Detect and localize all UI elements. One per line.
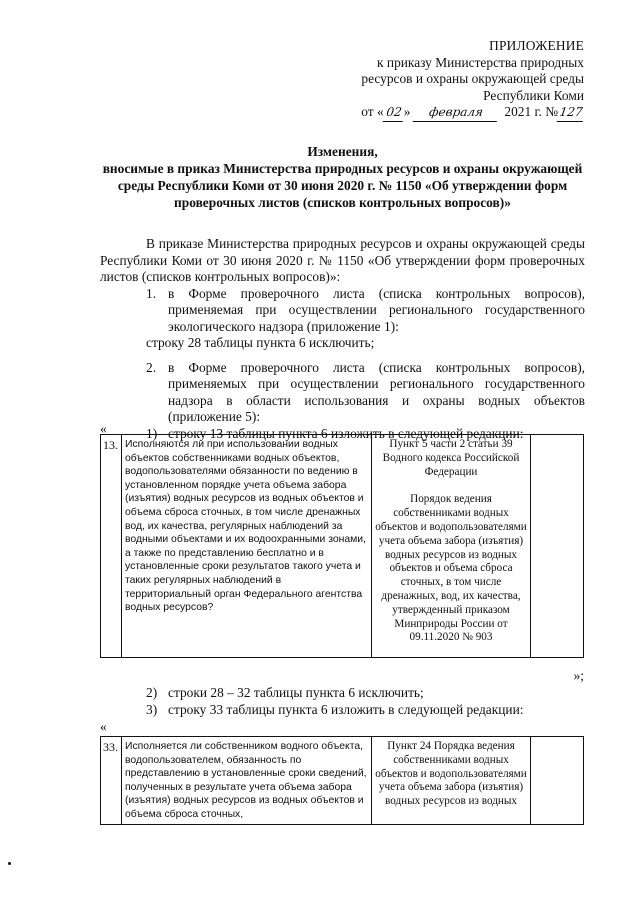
scan-artifact-dot xyxy=(8,862,11,865)
reference-text-1: Пункт 5 части 2 статьи 39 Водного кодекса Российской Федерации xyxy=(382,438,520,478)
item-2-sub-2-number: 2) xyxy=(146,685,158,700)
reference-cell: Пункт 24 Порядка ведения собственниками водных объектов и водопользователями учета объема забора (изъятия) водных ресурсов из водных xyxy=(372,737,531,825)
close-quote-1: »; xyxy=(573,668,584,683)
appendix-header xyxy=(361,38,584,122)
item-1-number: 1. xyxy=(146,285,157,301)
item-1-sub: строку 28 таблицы пункта 6 исключить; xyxy=(146,335,375,350)
appendix-title: ПРИЛОЖЕНИЕ xyxy=(489,38,584,53)
body-text xyxy=(100,236,585,442)
reference-text-2: Порядок ведения собственниками водных объектов и водопользователями учета объема забора (изъятия) водных ресурсов из водных объектов и объема сброса сточных, в том числе дренажных, вод, их качества, утвержденный приказом Минприроды России от 09.11.2020 № 903 xyxy=(375,493,527,644)
handwritten-day: 02 xyxy=(382,104,404,122)
question-cell: Исполняются ли при использовании водных объектов собственниками водных объектов, водопользователями обязанности по ведению в установленном порядке учета объема забора (изъятия) водных ресурсов из водных объектов и объема сброса сточных, в том числе дренажных вод, их качества, регулярных наблюдений за водными объектами и их водоохранными зонами, а также по представлению бесплатно и в установленные сроки результатов такого учета и таких регулярных наблюдений в территориальный орган Федерального агентства водных ресурсов? xyxy=(122,435,372,658)
handwritten-month: февраля xyxy=(413,104,499,122)
item-2-sub-3-number: 3) xyxy=(146,701,158,717)
amendment-table-1 xyxy=(100,434,584,658)
item-2-sub-1-number: 1) xyxy=(146,425,158,441)
item-2-sub-2 xyxy=(100,685,585,702)
item-2-number: 2. xyxy=(146,359,157,375)
item-2-sub-2-text: строки 28 – 32 таблицы пункта 6 исключить; xyxy=(168,685,424,700)
appendix-line-1: к приказу Министерства природных xyxy=(377,54,584,70)
row-number: 33. xyxy=(101,737,122,825)
item-2-text: в Форме проверочного листа (списка контрольных вопросов), применяемых при осуществлении регионального государственного надзора в области использования и охраны водных объектов (приложение 5): xyxy=(168,359,585,424)
intro-paragraph: В приказе Министерства природных ресурсов и охраны окружающей среды Республики Коми от 30 июня 2020 г. № 1150 «Об утверждении форм проверочных листов (списков контрольных вопросов)»: xyxy=(100,236,585,284)
answer-cell xyxy=(531,737,584,825)
appendix-dateline xyxy=(361,104,584,122)
reference-cell xyxy=(372,435,531,658)
heading-line-2: вносимые в приказ Министерства природных ресурсов и охраны окружающей среды Республики Коми от 30 июня 2020 г. № 1150 «Об утверждении форм проверочных листов (списков контрольных вопросов)» xyxy=(102,161,583,210)
date-year: 2021 г. № xyxy=(504,104,558,119)
question-cell: Исполняется ли собственником водного объекта, водопользователем, обязанность по представлению в установленные сроки сведений, полученных в результате учета объема забора (изъятия) водных ресурсов из водных объектов и объема сброса сточных, xyxy=(122,737,372,825)
row-number: 13. xyxy=(101,435,122,658)
date-prefix: от « xyxy=(361,104,384,119)
item-2 xyxy=(100,360,585,426)
item-1 xyxy=(100,286,585,336)
table-row xyxy=(101,435,584,658)
item-2-sub-1-text: строку 13 таблицы пункта 6 изложить в следующей редакции: xyxy=(168,425,524,441)
heading-line-1: Изменения, xyxy=(307,144,378,159)
item-1-text: в Форме проверочного листа (списка контрольных вопросов), применяемая при осуществлении регионального государственного экологического надзора (приложение 1): xyxy=(168,285,585,334)
handwritten-order-number: 127 xyxy=(557,104,585,122)
table-row xyxy=(101,737,584,825)
item-2-sub-3-text: строку 33 таблицы пункта 6 изложить в следующей редакции: xyxy=(168,701,524,717)
body-text-2 xyxy=(100,685,585,718)
open-quote-2: « xyxy=(100,719,107,734)
document-heading xyxy=(100,143,585,211)
item-2-sub-3 xyxy=(100,702,585,719)
amendment-table-2 xyxy=(100,736,584,825)
open-quote-1: « xyxy=(100,421,107,436)
date-mid: » xyxy=(403,104,411,119)
appendix-line-3: Республики Коми xyxy=(483,87,584,103)
appendix-line-2: ресурсов и охраны окружающей среды xyxy=(361,71,584,86)
answer-cell xyxy=(531,435,584,658)
